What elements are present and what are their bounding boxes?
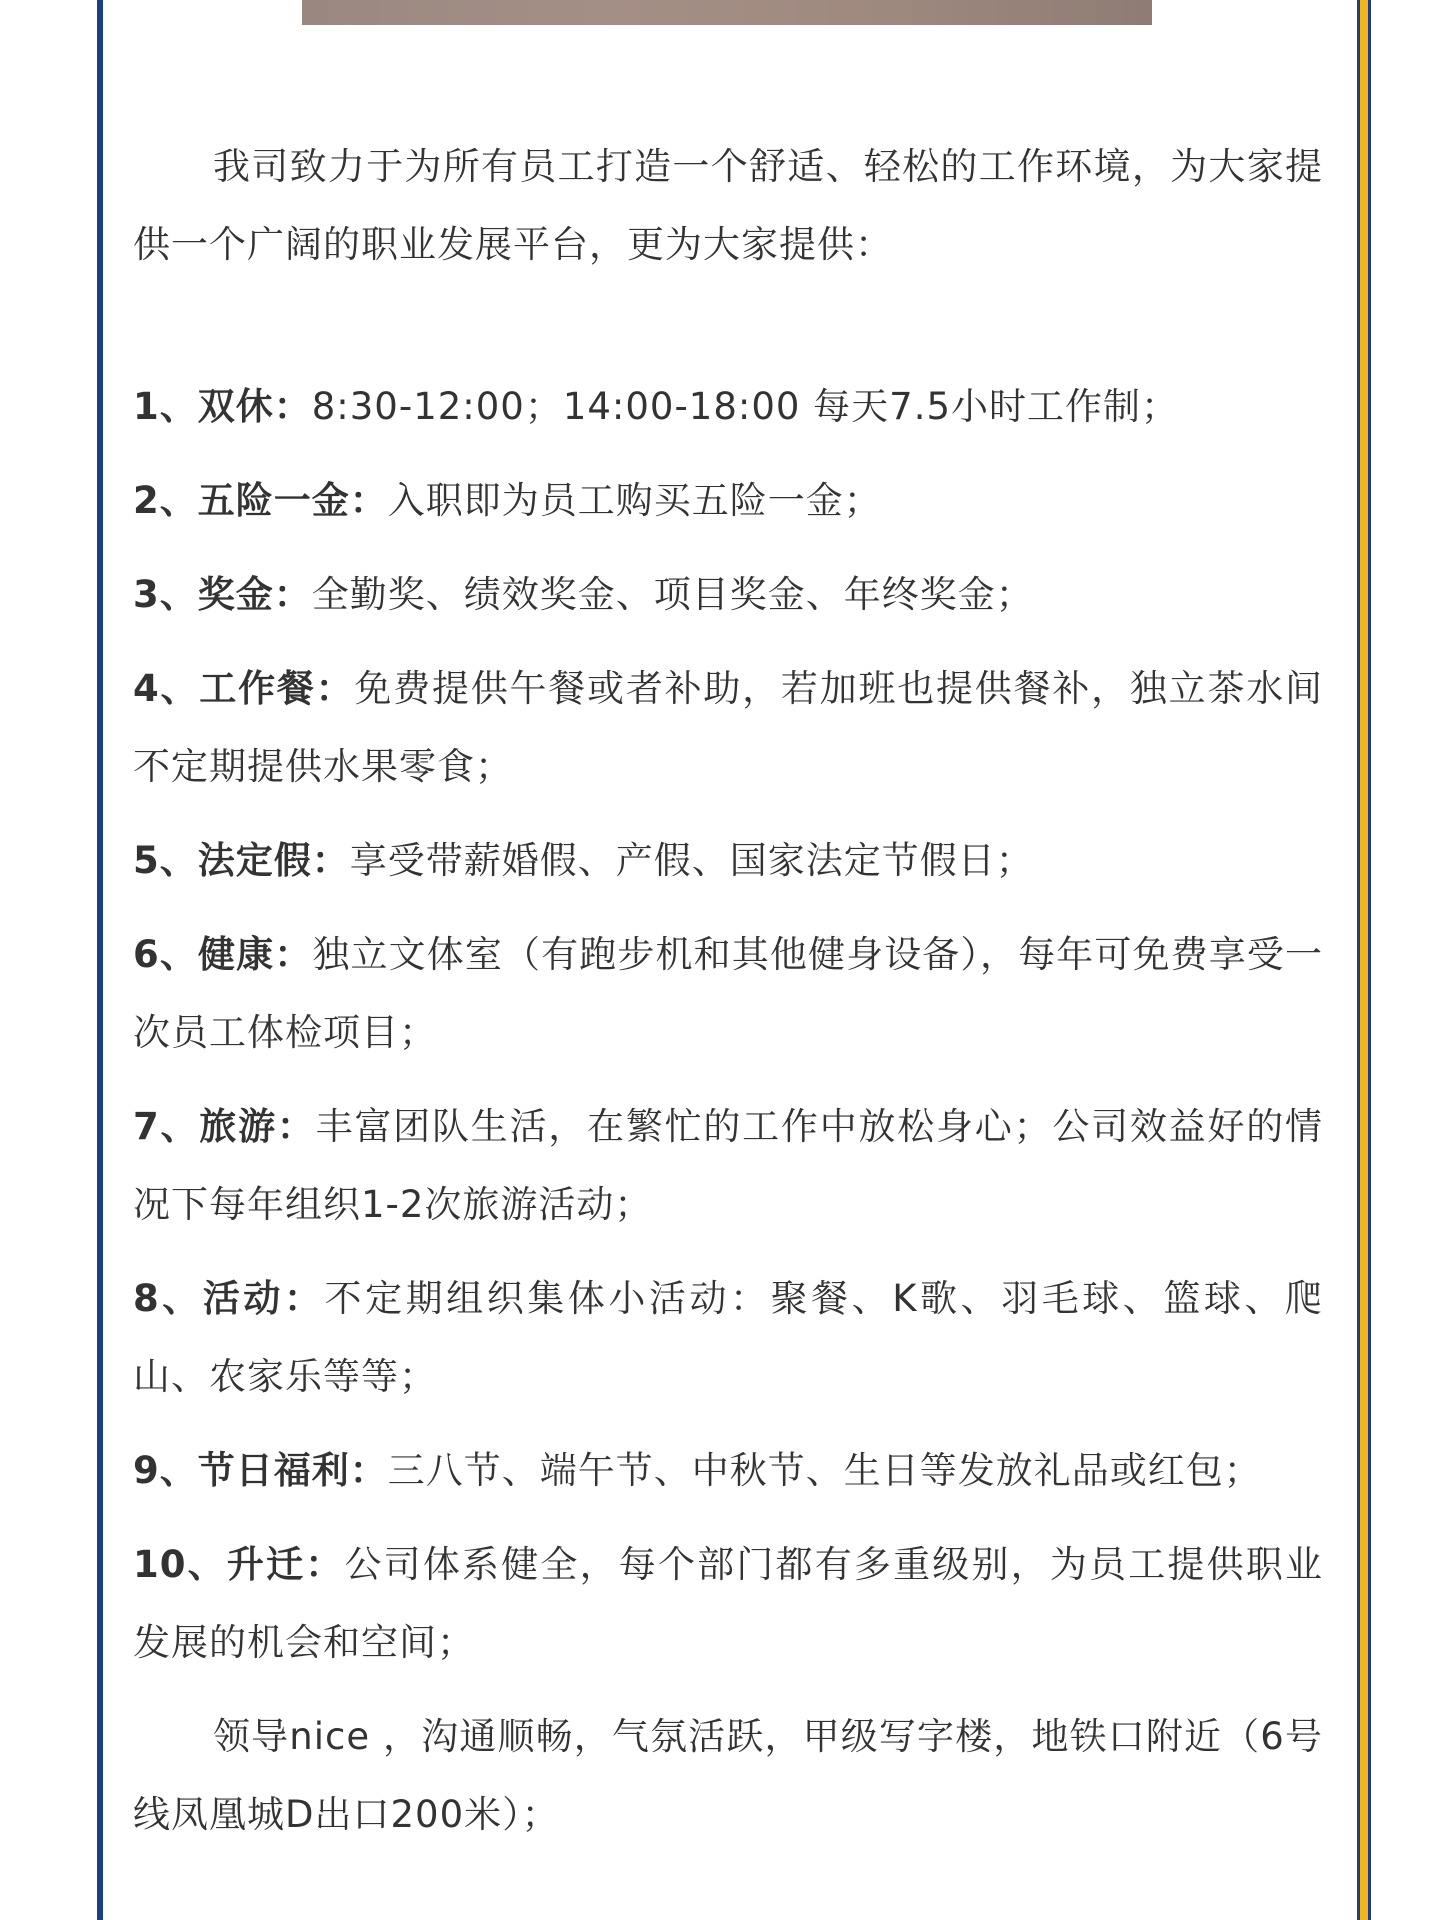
benefit-number: 5、 [133, 839, 198, 882]
benefit-title: 奖金： [197, 573, 312, 616]
list-item [133, 462, 1323, 540]
benefit-title: 五险一金： [197, 479, 388, 522]
benefit-text: 享受带薪婚假、产假、国家法定节假日； [349, 839, 1034, 882]
benefit-title: 双休： [197, 385, 312, 428]
header-photo [302, 0, 1152, 25]
benefit-number: 6、 [133, 933, 198, 976]
article-body [133, 128, 1323, 1854]
benefit-number: 10、 [133, 1543, 227, 1586]
list-item [133, 822, 1323, 900]
benefit-title: 工作餐： [199, 667, 355, 710]
benefit-number: 2、 [133, 479, 198, 522]
list-item [133, 1088, 1323, 1244]
benefit-number: 7、 [133, 1105, 200, 1148]
closing-paragraph: 领导nice ，沟通顺畅，气氛活跃，甲级写字楼，地铁口附近（6号线凤凰城D出口200米）； [133, 1715, 1323, 1836]
list-item [133, 368, 1323, 446]
benefit-text: 不定期组织集体小活动：聚餐、K歌、羽毛球、篮球、爬山、农家乐等等； [133, 1277, 1324, 1398]
benefit-text: 全勤奖、绩效奖金、项目奖金、年终奖金； [311, 573, 1034, 616]
list-item [133, 1526, 1323, 1682]
benefit-title: 升迁： [226, 1543, 345, 1586]
list-item [133, 1260, 1323, 1416]
benefit-number: 4、 [133, 667, 200, 710]
benefits-list [133, 368, 1323, 1682]
list-item [133, 556, 1323, 634]
benefit-text: 入职即为员工购买五险一金； [387, 479, 882, 522]
right-border [1357, 0, 1371, 1920]
list-item [133, 916, 1323, 1072]
list-item [133, 1432, 1323, 1510]
benefit-title: 节日福利： [197, 1449, 388, 1492]
benefit-text: 免费提供午餐或者补助，若加班也提供餐补，独立茶水间不定期提供水果零食； [133, 667, 1324, 788]
benefit-text: 独立文体室（有跑步机和其他健身设备），每年可免费享受一次员工体检项目； [133, 933, 1324, 1054]
benefit-number: 8、 [133, 1277, 203, 1320]
benefit-text: 8:30-12:00；14:00-18:00 每天7.5小时工作制； [311, 385, 1180, 428]
benefit-number: 1、 [133, 385, 198, 428]
benefit-text: 丰富团队生活，在繁忙的工作中放松身心；公司效益好的情况下每年组织1-2次旅游活动； [133, 1105, 1323, 1226]
benefit-number: 9、 [133, 1449, 198, 1492]
benefit-title: 旅游： [199, 1105, 316, 1148]
benefit-text: 三八节、端午节、中秋节、生日等发放礼品或红包； [387, 1449, 1262, 1492]
benefit-title: 健康： [198, 933, 313, 976]
benefit-title: 活动： [202, 1277, 325, 1320]
benefit-number: 3、 [133, 573, 198, 616]
list-item [133, 650, 1323, 806]
benefit-title: 法定假： [197, 839, 350, 882]
left-border [97, 0, 103, 1920]
intro-paragraph: 我司致力于为所有员工打造一个舒适、轻松的工作环境，为大家提供一个广阔的职业发展平台，更为大家提供： [133, 145, 1323, 266]
benefit-text: 公司体系健全，每个部门都有多重级别，为员工提供职业发展的机会和空间； [133, 1543, 1324, 1664]
